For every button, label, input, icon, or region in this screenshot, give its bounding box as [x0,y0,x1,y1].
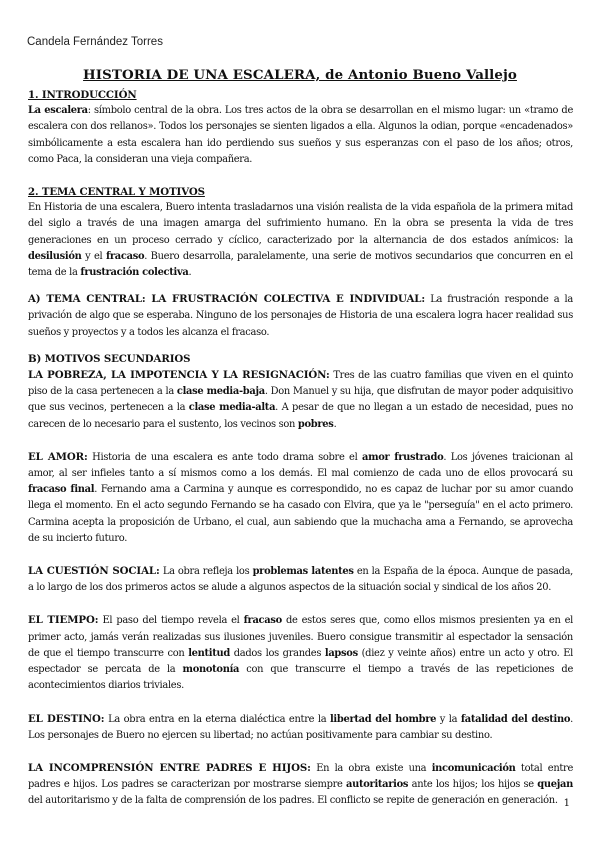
motif-destiny-paragraph: EL DESTINO: La obra entra en la eterna dialéctica entre la libertad del hombre y la fatalidad del destino. Los personajes de Buero no ejercen su libertad; no actúan positivamente para cambiar su destino. [28,712,573,741]
motif-time-paragraph: EL TIEMPO: El paso del tiempo revela el fracaso de estos seres que, como ellos mismos presienten ya en el primer acto, jamás verán realizadas sus ilusiones juveniles. Buero consigue transmitir al espectador la sensación de que el tiempo transcurre con lentitud dados los grandes lapsos (diez y veinte años) entre un acto y otro. El espectador se percata de la monotonía con que transcurre el tiempo a través de las repeticiones de acontecimientos diarios triviales. [28,614,573,692]
document-title: HISTORIA DE UNA ESCALERA, de Antonio Bueno Vallejo [83,67,517,83]
motif-social-paragraph: LA CUESTIÓN SOCIAL: La obra refleja los problemas latentes en la España de la época. Aunque de pasada, a lo largo de los dos primeros actos se alude a algunos aspectos de la situación social y sindical de los años 20. [28,565,574,594]
section-heading-theme: 2. TEMA CENTRAL Y MOTIVOS [28,186,205,199]
page-number: 1 [563,798,570,809]
document-body [28,87,573,810]
author-name: Candela Fernández Torres [27,36,163,48]
secondary-motifs-heading: B) MOTIVOS SECUNDARIOS [28,352,191,365]
motif-incomprehension-paragraph: LA INCOMPRENSIÓN ENTRE PADRES E HIJOS: En la obra existe una incomunicación total entre padres e hijos. Los padres se caracterizan por mostrarse siempre autoritarios ante los hijos; los hijos se quejan del autoritarismo y de la falta de comprensión de los padres. El conflicto se repite de generación en generación. [28,761,574,807]
motif-love-paragraph: EL AMOR: Historia de una escalera es ante todo drama sobre el amor frustrado. Los jóvenes traicionan al amor, al ser infieles tanto a sí mismos como a los demás. El mal comienzo de cada uno de ellos provocará su fracaso final. Fernando ama a Carmina y aunque es correspondido, no es capaz de luchar por su amor cuando llega el momento. En el acto segundo Fernando se ha casado con Elvira, que ya le "perseguía" en el acto primero. Carmina acepta la proposición de Urbano, el cual, aun sabiendo que la muchacha ama a Fernando, se aprovecha de su incierto futuro. [28,450,574,544]
section-heading-introduction: 1. INTRODUCCIÓN [28,89,137,101]
central-theme-paragraph: A) TEMA CENTRAL: LA FRUSTRACIÓN COLECTIVA E INDIVIDUAL: La frustración responde a la privación de algo que se esperaba. Ninguno de los personajes de Historia de una escalera logra hacer realidad sus sueños y proyectos y a todos les alcanza el fracaso. [28,293,574,338]
theme-paragraph: En Historia de una escalera, Buero intenta trasladarnos una visión realista de la vida española de la primera mitad del siglo a través de una imagen amarga del sufrimiento humano. En la obra se presenta la vida de tres generaciones en un proceso cerrado y cíclico, caracterizado por la alternancia de dos estados anímicos: la desilusión y el fracaso. Buero desarrolla, paralelamente, una serie de motivos secundarios que concurren en el tema de la frustración colectiva. [28,202,573,279]
intro-paragraph: La escalera: símbolo central de la obra. Los tres actos de la obra se desarrollan en el mismo lugar: un «tramo de escalera con dos rellanos». Todos los personajes se sienten ligados a ella. Algunos la odian, porque «encadenados» simbólicamente a esta escalera han ido perdiendo sus sueños y sus esperanzas con el paso de los años; otros, como Paca, la consideran una vieja compañera. [28,105,573,165]
motif-poverty-paragraph: LA POBREZA, LA IMPOTENCIA Y LA RESIGNACIÓN: Tres de las cuatro familias que viven en el quinto piso de la casa pertenecen a la clase media-baja. Don Manuel y su hija, que disfrutan de mayor poder adquisitivo que sus vecinos, pertenecen a la clase media-alta. A pesar de que no llegan a un estado de necesidad, pues no carecen de lo necesario para el sustento, los vecinos son pobres. [28,369,573,430]
